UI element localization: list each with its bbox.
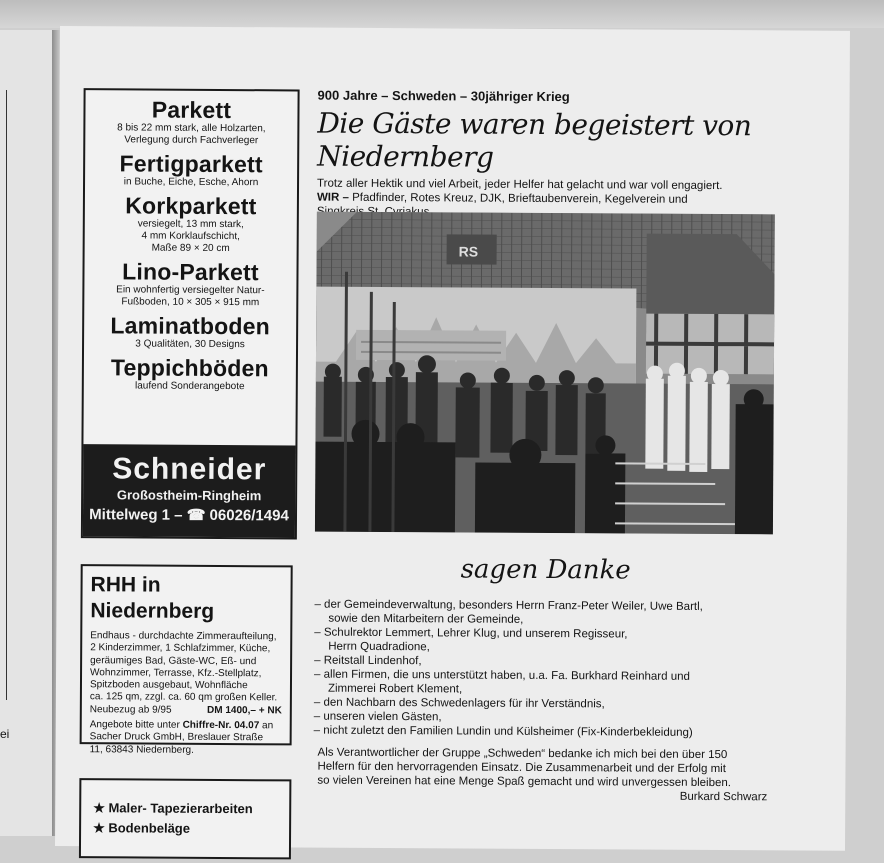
- listing-chiffre: Chiffre-Nr. 04.07: [182, 719, 260, 732]
- photo-banner-text: RS: [458, 243, 479, 260]
- thanks-item: – den Nachbarn des Schwedenlagers für ihr Verständnis,: [313, 696, 605, 711]
- closing-text: Als Verantwortlicher der Gruppe „Schweden“ bedanke ich mich bei den über 150 Helfern für den hervorragenden Einsatz. Die Zusammenarbeit und der Erfolg mit so vielen Vereinen hat eine Menge Spaß gemacht und wird unvergessen bleiben.: [317, 746, 732, 790]
- services-line: ★ Maler- Tapezierarbeiten: [93, 800, 253, 817]
- article-headline: Die Gäste waren begeistert von Niedernberg: [317, 106, 752, 174]
- ad-item-desc: 3 Qualitäten, 30 Designs: [135, 338, 245, 351]
- ad-item-laminatboden: [84, 312, 296, 351]
- lead-groups: Pfadfinder, Rotes Kreuz, DJK, Brieftaubenverein, Kegelverein und: [352, 191, 688, 206]
- ad-item-title: Lino-Parkett: [122, 258, 259, 286]
- article-kicker: 900 Jahre – Schweden – 30jähriger Krieg: [317, 87, 570, 105]
- listing-price: DM 1400,– + NK: [207, 704, 282, 717]
- listing-move-in: Neubezug ab 9/95: [89, 703, 172, 716]
- stage-photo: [315, 212, 775, 535]
- ad-item-fertigparkett: [85, 150, 297, 189]
- company-name: Schneider: [112, 452, 267, 487]
- closing-paragraph: [317, 746, 775, 805]
- thanks-heading: sagen Danke: [460, 554, 631, 586]
- previous-page-rule: [6, 90, 7, 700]
- ad-item-title: Fertigparkett: [119, 150, 263, 178]
- newsletter-page: [55, 26, 850, 851]
- ad-item-title: Teppichböden: [110, 354, 269, 382]
- lead-wir: WIR –: [316, 191, 349, 204]
- ad-item-teppichboeden: [84, 354, 296, 393]
- thanks-item: – allen Firmen, die uns unterstützt haben, u.a. Fa. Burkhard Reinhard und Zimmerei Robert Klement,: [314, 668, 690, 696]
- listing-contact: [90, 719, 282, 757]
- ad-item-parkett: [85, 96, 297, 147]
- previous-page: [0, 30, 53, 836]
- thanks-item: – nicht zuletzt den Familien Lundin und Külsheimer (Fix-Kinderbekleidung): [313, 724, 693, 739]
- thanks-item: – Schulrektor Lemmert, Lehrer Klug, und unserem Regisseur, Herrn Quadradione,: [314, 626, 628, 654]
- flooring-ad: [81, 88, 300, 539]
- services-ad: [79, 778, 291, 859]
- ad-item-desc: in Buche, Eiche, Esche, Ahorn: [123, 176, 259, 189]
- ad-item-title: Parkett: [151, 96, 232, 124]
- article-header: [317, 88, 780, 222]
- listing-description: Endhaus - durchdachte Zimmeraufteilung, 2 Kinderzimmer, 1 Schlafzimmer, Küche, geräumiges Bad, Gäste-WC, Eß- und Wohnzimmer, Terrasse, Kfz.-Stellplatz, Spitzboden ausgebaut, Wohnfläche ca. 125 qm, zzgl. ca. 60 qm großen Keller.: [89, 630, 278, 704]
- background-shadow: [0, 0, 884, 28]
- signature: Burkard Schwarz: [679, 790, 768, 804]
- previous-page-fragment: ei: [0, 727, 10, 741]
- ad-item-lino-parkett: [84, 258, 296, 309]
- ad-item-desc: versiegelt, 13 mm stark, 4 mm Korklaufschicht, Maße 89 × 20 cm: [137, 218, 244, 255]
- stage-photo-drawing: [315, 212, 775, 535]
- thanks-item: – der Gemeindeverwaltung, besonders Herrn Franz-Peter Weiler, Uwe Bartl, sowie den Mitarbeitern der Gemeinde,: [314, 598, 703, 626]
- house-listing-ad: [80, 564, 293, 756]
- thanks-item: – unseren vielen Gästen,: [313, 710, 442, 724]
- listing-contact-prefix: Angebote bitte unter: [89, 719, 183, 731]
- ad-item-title: Laminatboden: [110, 312, 271, 340]
- ad-item-korkparkett: [85, 192, 297, 255]
- ad-item-desc: Ein wohnfertig versiegelter Natur- Fußboden, 10 × 305 × 915 mm: [116, 284, 265, 309]
- listing-contact-suffix: an Sacher Druck GmbH, Breslauer Straße 11, 63843 Niedernberg.: [89, 720, 274, 756]
- services-line: ★ Bodenbeläge: [93, 820, 191, 836]
- thanks-item: – Reitstall Lindenhof,: [314, 654, 422, 668]
- thanks-list: [314, 598, 777, 741]
- company-address: Mittelweg 1 – ☎ 06026/1494: [89, 506, 289, 525]
- lead-line: Trotz aller Hektik und viel Arbeit, jeder Helfer hat gelacht und war voll engagiert.: [317, 177, 723, 193]
- ad-item-desc: laufend Sonderangebote: [134, 380, 245, 393]
- company-location: Großostheim-Ringheim: [116, 487, 262, 504]
- company-block: [83, 444, 296, 537]
- listing-title: RHH in Niedernberg: [90, 573, 215, 623]
- listing-price-row: [90, 704, 282, 717]
- listing-body: [90, 630, 283, 757]
- ad-item-desc: 8 bis 22 mm stark, alle Holzarten, Verlegung durch Fachverleger: [117, 122, 266, 147]
- ad-item-title: Korkparkett: [125, 192, 257, 220]
